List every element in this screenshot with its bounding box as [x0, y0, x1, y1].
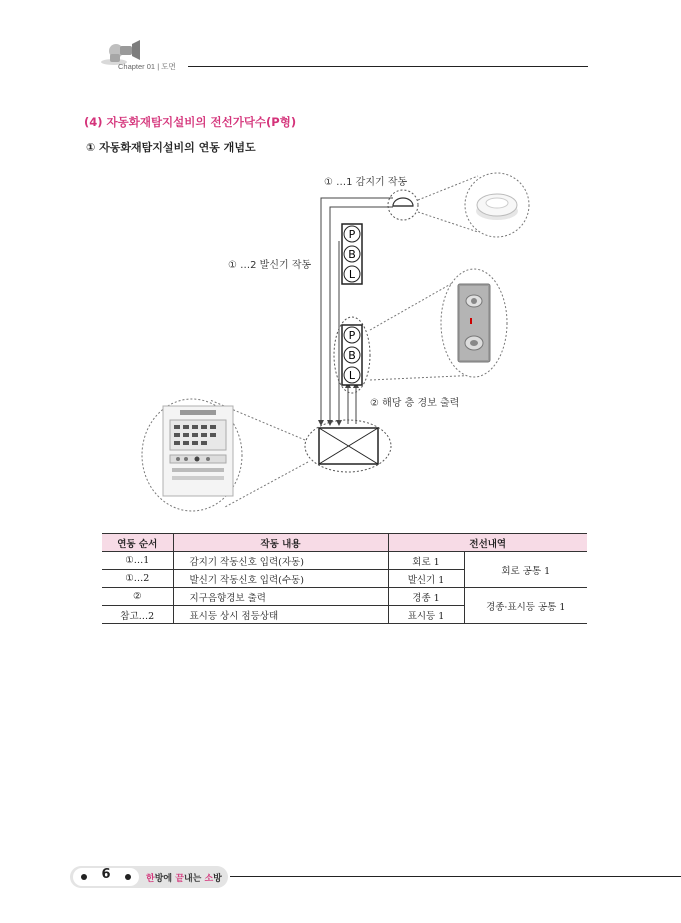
label-transmitter: ① …2 발신기 작동 [228, 260, 312, 271]
brand-part: 끝 [175, 874, 184, 884]
detector-photo [465, 173, 529, 237]
table-cell-order: ①…2 [102, 570, 173, 588]
table-row [102, 552, 587, 570]
table-cell-action: 표시등 상시 점등상태 [173, 606, 388, 624]
brand-part: 소 [204, 874, 214, 884]
table-header-wires: 전선내역 [388, 534, 587, 552]
label-detector: ① …1 감지기 작동 [324, 177, 408, 188]
table-cell-wire: 회로 1 [388, 552, 464, 570]
pbl-upper-p: P [348, 228, 356, 241]
brand-part: 방 [213, 874, 222, 884]
pbl-lower-b: B [348, 349, 356, 362]
table-header-row [102, 534, 587, 552]
transmitter-photo [441, 269, 507, 377]
pbl-upper-l: L [348, 268, 356, 281]
receiver-symbol [305, 420, 391, 472]
table-cell-common: 회로 공통 1 [464, 552, 587, 588]
header-section: 도면 [161, 62, 176, 71]
table-cell-action: 발신기 작동신호 입력(수동) [173, 570, 388, 588]
footer-rule [230, 876, 681, 877]
subsection-title: ① 자동화재탐지설비의 연동 개념도 [86, 141, 256, 154]
table-cell-wire: 표시등 1 [388, 606, 464, 624]
label-alarm: ② 해당 층 경보 출력 [370, 398, 460, 409]
table-cell-action: 감지기 작동신호 입력(자동) [173, 552, 388, 570]
brand-part: 방에 [154, 874, 176, 884]
table-header-order: 연동 순서 [102, 534, 173, 552]
table-cell-common: 경종·표시등 공통 1 [464, 588, 587, 624]
table-cell-order: 참고…2 [102, 606, 173, 624]
brand-part: 내는 [183, 874, 205, 884]
pbl-upper [342, 224, 362, 284]
detector-symbol [388, 190, 418, 220]
table-cell-order: ② [102, 588, 173, 606]
receiver-photo [142, 399, 242, 511]
footer-brand [146, 871, 222, 884]
page-number: 6 [101, 867, 111, 882]
wire-table [102, 533, 587, 624]
table-cell-order: ①…1 [102, 552, 173, 570]
pbl-upper-b: B [348, 248, 356, 261]
table-cell-action: 지구음향경보 출력 [173, 588, 388, 606]
table-cell-wire: 발신기 1 [388, 570, 464, 588]
table-cell-wire: 경종 1 [388, 588, 464, 606]
section-title: (4) 자동화재탐지설비의 전선가닥수(P형) [84, 115, 297, 129]
pbl-lower-l: L [348, 369, 356, 382]
brand-part: 한 [146, 874, 155, 884]
table-row [102, 588, 587, 606]
header-chapter: Chapter 01 [118, 62, 156, 71]
footer-dot-icon [125, 874, 131, 880]
footer-dot-icon [81, 874, 87, 880]
header-separator: | [157, 62, 160, 71]
table-header-action: 작동 내용 [173, 534, 388, 552]
pbl-lower-p: P [348, 329, 356, 342]
